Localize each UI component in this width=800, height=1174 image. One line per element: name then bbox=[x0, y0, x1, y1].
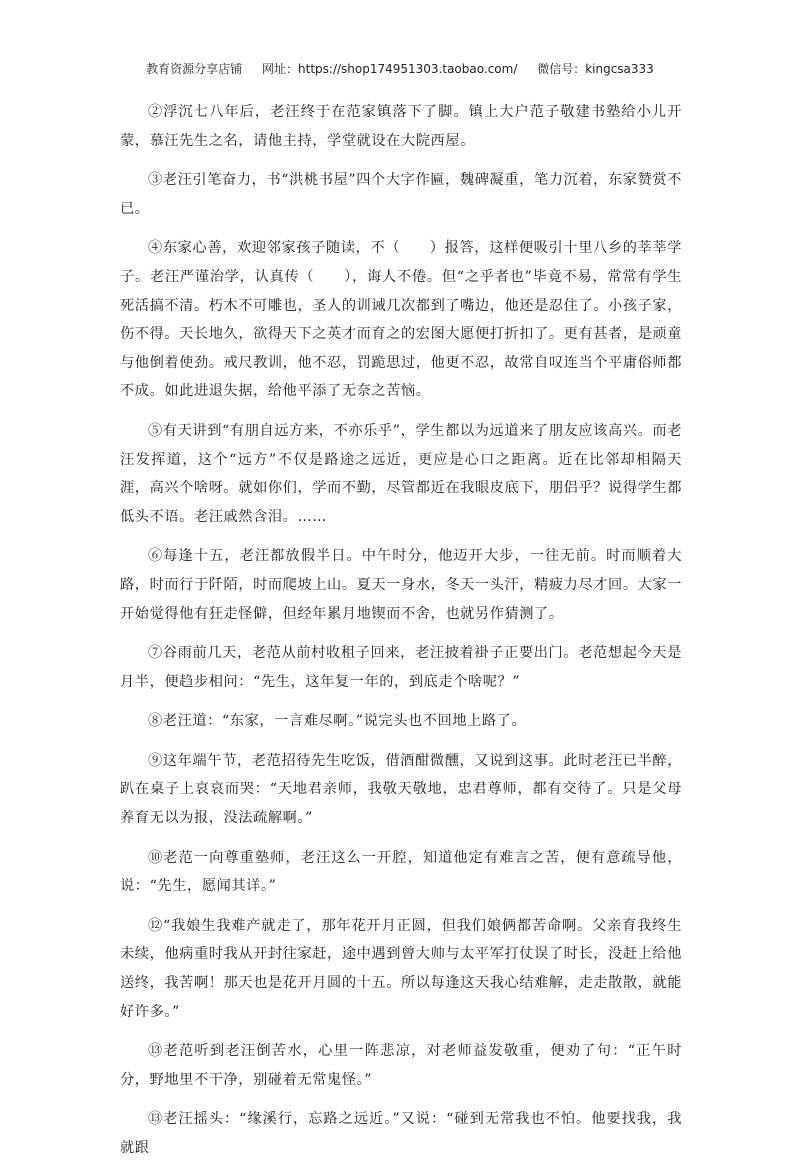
paragraph-7: ⑦谷雨前几天，老范从前村收租子回来，老汪披着褂子正要出门。老范想起今天是月半，便趋步相问：“先生，这年复一年的，到底走个啥呢？” bbox=[120, 645, 682, 690]
page-header bbox=[0, 60, 800, 77]
paragraph-6: ⑥每逢十五，老汪都放假半日。中午时分，他迈开大步，一往无前。时而顺着大路，时而行于阡陌，时而爬坡上山。夏天一身水，冬天一头汗，精疲力尽才回。大家一开始觉得他有狂走怪僻，但经年累月地锲而不舍，也就另作猜测了。 bbox=[120, 548, 682, 622]
paragraph-13b: ⑬老汪摇头：“缘溪行，忘路之远近。”又说：“碰到无常我也不怕。他要找我，我就跟 bbox=[120, 1111, 682, 1156]
paragraph-5: ⑤有天讲到“有朋自远方来，不亦乐乎”，学生都以为远道来了朋友应该高兴。而老汪发挥道，这个“远方”不仅是路途之远近，更应是心口之距离。近在比邻却相隔天涯，高兴个啥呀。就如你们，学而不勤，尽管都近在我眼皮底下，朋侣乎？说得学生都低头不语。老汪戚然含泪。…… bbox=[120, 422, 682, 525]
header-shop-url[interactable]: 网址：https://shop174951303.taobao.com/ bbox=[262, 62, 518, 76]
paragraph-12: ⑫“我娘生我难产就走了，那年花开月正圆，但我们娘俩都苦命啊。父亲育我终生未续，他病重时我从开封往家赶，途中遇到曾大帅与太平军打仗误了时长，没赶上给他送终，我苦啊！那天也是花开月圆的十五。所以每逢这天我心结难解，走走散散，就能好许多。” bbox=[120, 917, 682, 1020]
paragraph-2: ②浮沉七八年后，老汪终于在范家镇落下了脚。镇上大户范子敬建书塾给小儿开蒙，慕汪先生之名，请他主持，学堂就设在大院西屋。 bbox=[120, 104, 682, 149]
article-body bbox=[120, 98, 682, 1174]
paragraph-13a: ⑬老范听到老汪倒苦水，心里一阵悲凉，对老师益发敬重，便劝了句：“正午时分，野地里不干净，别碰着无常鬼怪。” bbox=[120, 1043, 682, 1088]
paragraph-8: ⑧老汪道：“东家，一言难尽啊。”说完头也不回地上路了。 bbox=[148, 713, 527, 730]
paragraph-3: ③老汪引笔奋力，书“洪桃书屋”四个大字作匾，魏碑凝重，笔力沉着，东家赞赏不已。 bbox=[120, 172, 682, 217]
paragraph-9: ⑨这年端午节，老范招待先生吃饭，借酒酣微醺，又说到这事。此时老汪已半醉，趴在桌子上哀哀而哭：“天地君亲师，我敬天敬地，忠君尊师，都有交待了。只是父母养育无以为报，没法疏解啊。” bbox=[120, 752, 682, 827]
header-wechat-id: 微信号：kingcsa333 bbox=[537, 62, 654, 76]
paragraph-4: ④东家心善，欢迎邻家孩子随读，不（ ）报答，这样便吸引十里八乡的莘莘学子。老汪严谨治学，认真传（ ），诲人不倦。但“之乎者也”毕竟不易，常常有学生死活搞不清。朽木不可雕也，圣人的训诫几次都到了嘴边，他还是忍住了。小孩子家，伤不得。天长地久，欲得天下之英才而育之的宏图大愿便打折扣了。更有甚者，是顽童与他倒着使劲。戒尺教训，他不忍，罚跪思过，他更不忍，故常自叹连当个平庸俗师都不成。如此进退失据，给他平添了无奈之苦恼。 bbox=[120, 240, 682, 400]
header-shop-name: 教育资源分享店铺 bbox=[146, 62, 243, 76]
paragraph-10: ⑩老范一向尊重塾师，老汪这么一开腔，知道他定有难言之苦，便有意疏导他，说：“先生，愿闻其详。” bbox=[120, 849, 682, 895]
